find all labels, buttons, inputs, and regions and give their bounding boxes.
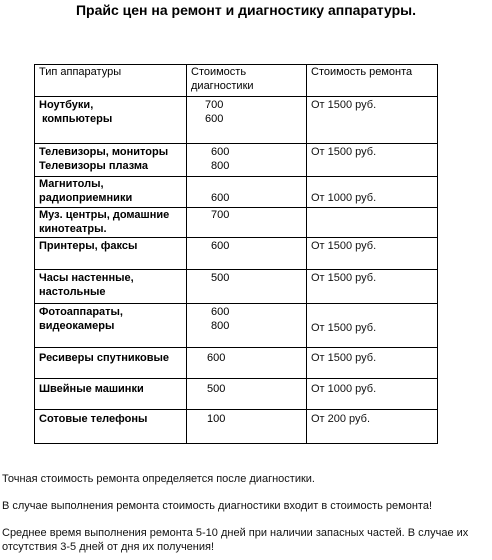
type-cell: Часы настенные, настольные	[35, 270, 187, 304]
diag-cell: 600 800	[187, 144, 307, 177]
diag-cell: 500	[187, 379, 307, 410]
diag-cell: 100	[187, 410, 307, 444]
table-row	[35, 144, 438, 177]
diag-cell: 600 800	[187, 304, 307, 348]
diag-cell: 500	[187, 270, 307, 304]
table-row	[35, 97, 438, 144]
repair-cell: От 1500 руб.	[307, 348, 438, 379]
repair-cell	[307, 208, 438, 238]
table-row	[35, 348, 438, 379]
table-row	[35, 270, 438, 304]
type-cell: Телевизоры, мониторы Телевизоры плазма	[35, 144, 187, 177]
note-diagnostics-included: В случае выполнения ремонта стоимость диагностики входит в стоимость ремонта!	[2, 500, 433, 512]
repair-cell: От 1000 руб.	[307, 379, 438, 410]
header-diagnostics: Стоимость диагностики	[187, 65, 307, 97]
table-row	[35, 208, 438, 238]
repair-cell: От 1500 руб.	[307, 97, 438, 144]
repair-cell: От 1000 руб.	[307, 177, 438, 208]
type-cell: Магнитолы, радиоприемники	[35, 177, 187, 208]
diag-cell: 700 600	[187, 97, 307, 144]
table-row	[35, 177, 438, 208]
type-cell: Ноутбуки, компьютеры	[35, 97, 187, 144]
type-cell: Муз. центры, домашние кинотеатры.	[35, 208, 187, 238]
diag-cell: 600	[187, 238, 307, 270]
repair-cell: От 1500 руб.	[307, 238, 438, 270]
table-row	[35, 379, 438, 410]
repair-cell: От 1500 руб.	[307, 270, 438, 304]
header-repair: Стоимость ремонта	[307, 65, 438, 97]
diag-cell: 600	[187, 177, 307, 208]
price-table	[34, 64, 438, 444]
note-repair-time-cont: отсутствия 3-5 дней от дня их получения!	[2, 541, 215, 553]
type-cell: Ресиверы спутниковые	[35, 348, 187, 379]
diag-cell: 600	[187, 348, 307, 379]
repair-cell: От 200 руб.	[307, 410, 438, 444]
page-title: Прайс цен на ремонт и диагностику аппаратуры.	[75, 2, 417, 18]
type-cell: Фотоаппараты, видеокамеры	[35, 304, 187, 348]
notes	[2, 472, 492, 554]
repair-cell: От 1500 руб.	[307, 144, 438, 177]
note-exact-cost: Точная стоимость ремонта определяется после диагностики.	[2, 473, 315, 485]
header-type: Тип аппаратуры	[35, 65, 187, 97]
table-row	[35, 238, 438, 270]
note-repair-time: Среднее время выполнения ремонта 5-10 дней при наличии запасных частей. В случае их	[2, 527, 469, 539]
table-row	[35, 304, 438, 348]
type-cell: Швейные машинки	[35, 379, 187, 410]
table-row	[35, 410, 438, 444]
diag-cell: 700	[187, 208, 307, 238]
type-cell: Сотовые телефоны	[35, 410, 187, 444]
table-header-row	[35, 65, 438, 97]
type-cell: Принтеры, факсы	[35, 238, 187, 270]
repair-cell: От 1500 руб.	[307, 304, 438, 348]
